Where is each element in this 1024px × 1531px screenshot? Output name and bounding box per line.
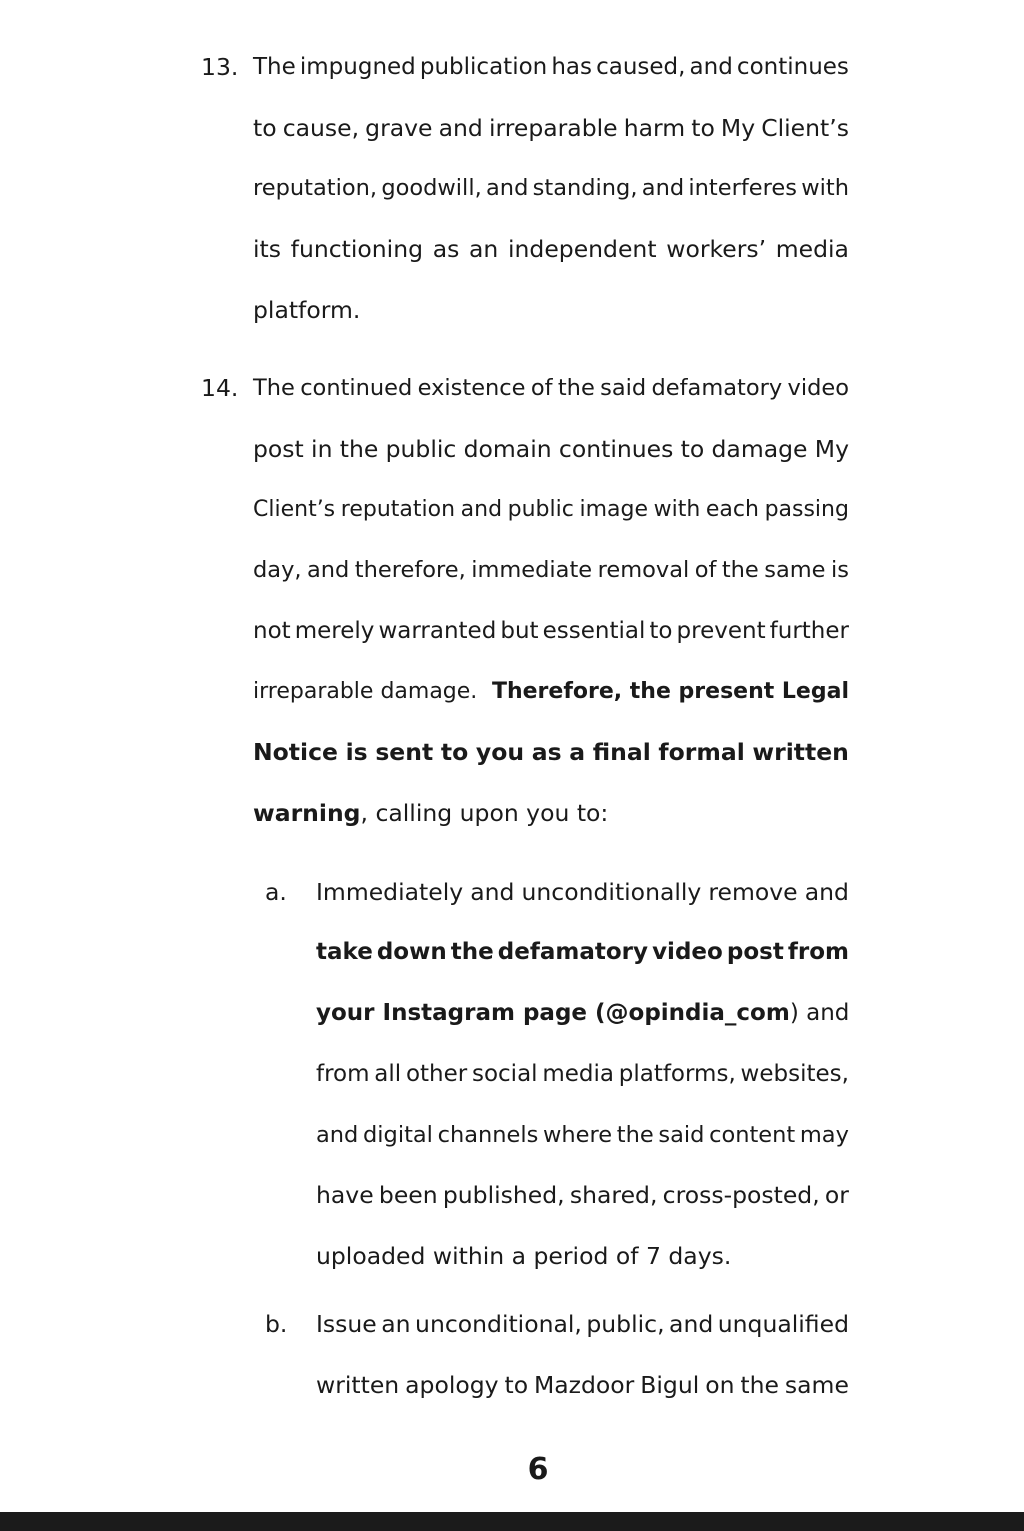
bottom-bar [0,1512,1024,1531]
paragraph-14-line-8-normal: , calling upon you to: [360,799,609,827]
paragraph-14-line-3: Client’s reputation and public image with each passing [253,497,849,522]
sub-item-a-line-6: have been published, shared, cross-posted, or [316,1181,849,1209]
sub-item-a-line-7: uploaded within a period of 7 days. [316,1242,732,1270]
paragraph-14-line-1: The continued existence of the said defamatory video [253,375,849,401]
sub-item-a-line-2: take down the defamatory video post from [316,939,849,965]
sub-item-b-line-2: written apology to Mazdoor Bigul on the same [316,1371,849,1399]
paragraph-14-line-4: day, and therefore, immediate removal of the same is [253,557,849,583]
paragraph-14-line-6 [253,677,849,707]
sub-item-a-line-1: Immediately and unconditionally remove and [316,878,849,906]
paragraph-13-line-2: to cause, grave and irreparable harm to My Client’s [253,114,849,142]
paragraph-13-line-4: its functioning as an independent workers’ media [253,235,849,263]
paragraph-14-line-8-bold: warning [253,799,361,827]
sub-item-a-line-3-bold: your Instagram page (@opindia_com [316,1000,790,1026]
paragraph-number-13: 13. [201,53,239,81]
sub-item-a-line-4: from all other social media platforms, websites, [316,1061,849,1087]
paragraph-14-line-5: not merely warranted but essential to prevent further [253,618,849,644]
paragraph-14-line-2: post in the public domain continues to damage My [253,435,849,463]
paragraph-14-line-7: Notice is sent to you as a final formal written [253,738,849,766]
sub-item-a-line-5: and digital channels where the said content may [316,1122,849,1148]
sub-item-letter-b: b. [265,1310,288,1338]
sub-item-letter-a: a. [265,878,287,906]
paragraph-13-line-3: reputation, goodwill, and standing, and interferes with [253,175,849,201]
sub-item-b-line-1: Issue an unconditional, public, and unqualified [316,1310,849,1338]
paragraph-14-line-6-normal: irreparable damage. [253,679,485,704]
sub-item-a-line-3 [316,998,849,1028]
paragraph-13-line-5: platform. [253,296,361,324]
paragraph-number-14: 14. [201,374,239,402]
page-number: 6 [527,1452,549,1487]
paragraph-13-line-1: The impugned publication has caused, and continues [253,54,849,80]
paragraph-14-line-8 [253,798,608,828]
paragraph-14-line-6-bold: Therefore, the present Legal [491,679,849,704]
sub-item-a-line-3-normal: ) and [789,1000,850,1026]
